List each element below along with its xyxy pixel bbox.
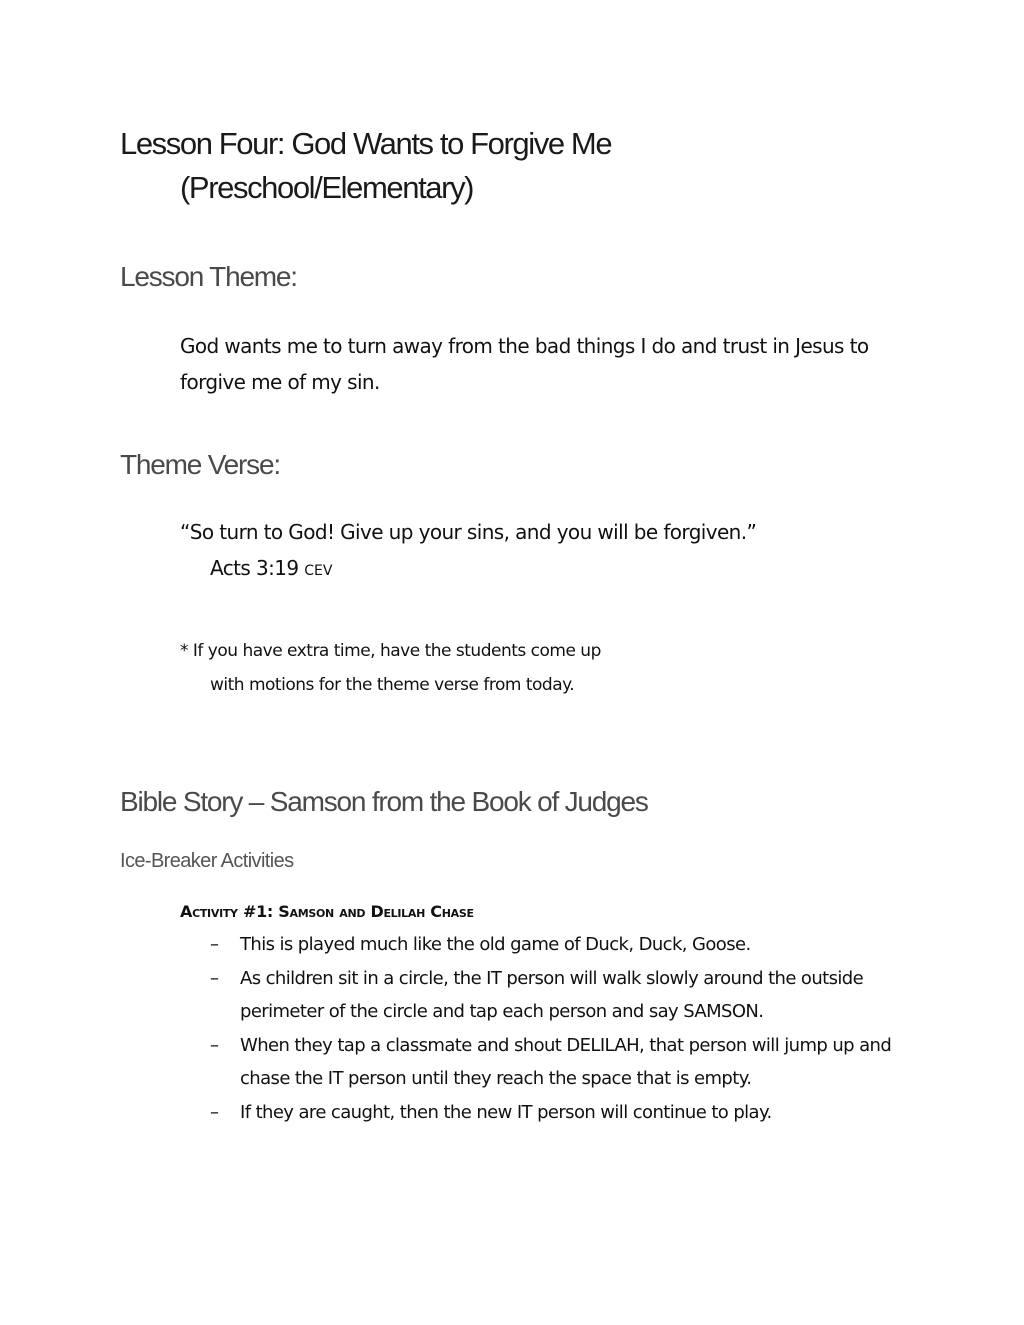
dash-bullet-icon: – xyxy=(210,1102,219,1123)
theme-verse-block xyxy=(180,514,900,589)
extra-time-note xyxy=(180,634,601,702)
title-line-2: (Preschool/Elementary) xyxy=(180,170,474,205)
bible-story-heading: Bible Story – Samson from the Book of Judges xyxy=(120,786,648,817)
list-item xyxy=(210,1096,930,1129)
theme-verse-quote: “So turn to God! Give up your sins, and you will be forgiven.” xyxy=(180,520,757,544)
list-item xyxy=(210,928,930,961)
list-item xyxy=(210,1029,930,1095)
theme-verse-heading: Theme Verse: xyxy=(120,449,280,480)
bullet-text: If they are caught, then the new IT person will continue to play. xyxy=(240,1102,772,1123)
activity-1-heading: Activity #1: Samson and Delilah Chase xyxy=(180,902,474,921)
dash-bullet-icon: – xyxy=(210,934,219,955)
dash-bullet-icon: – xyxy=(210,1035,219,1056)
bullet-text: As children sit in a circle, the IT person will walk slowly around the outside perimeter of the circle and tap each person and say SAMSON. xyxy=(240,968,864,1022)
ice-breaker-heading: Ice-Breaker Activities xyxy=(120,850,294,872)
lesson-title xyxy=(120,122,611,210)
theme-verse-version: CEV xyxy=(304,563,333,579)
bullet-text: When they tap a classmate and shout DELILAH, that person will jump up and chase the IT person until they reach the space that is empty. xyxy=(240,1035,892,1089)
note-line-1: * If you have extra time, have the students come up xyxy=(180,641,601,661)
theme-verse-reference-line xyxy=(180,550,900,589)
note-line-2: with motions for the theme verse from today. xyxy=(210,675,575,695)
theme-verse-reference: Acts 3:19 xyxy=(210,556,299,580)
dash-bullet-icon: – xyxy=(210,968,219,989)
activity-1-bullets xyxy=(210,928,930,1130)
list-item xyxy=(210,962,930,1028)
bullet-text: This is played much like the old game of Duck, Duck, Goose. xyxy=(240,934,751,955)
title-line-1: Lesson Four: God Wants to Forgive Me xyxy=(120,126,612,161)
lesson-theme-text: God wants me to turn away from the bad things I do and trust in Jesus to forgive me of my sin. xyxy=(180,334,869,394)
lesson-theme-heading: Lesson Theme: xyxy=(120,261,297,292)
